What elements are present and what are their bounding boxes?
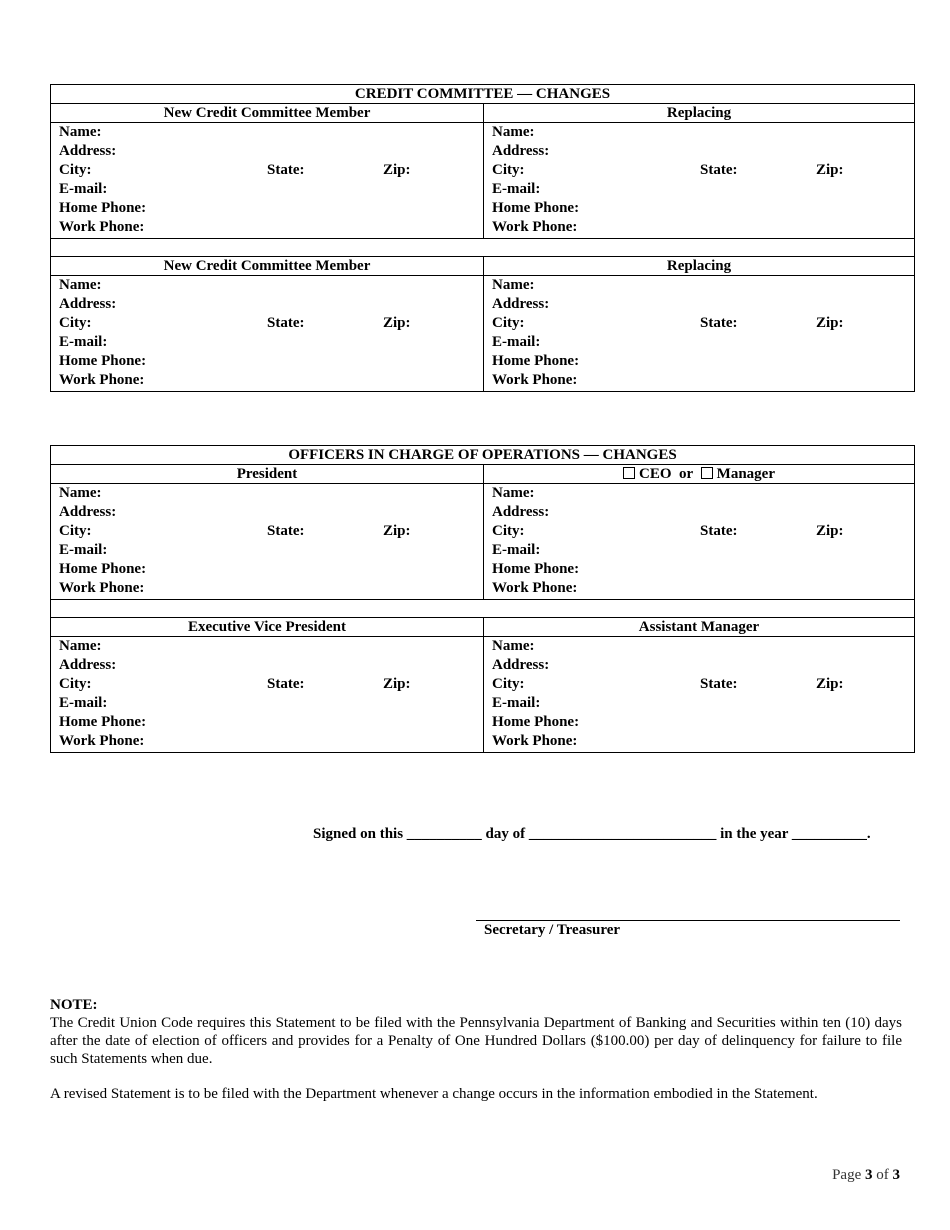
field-row[interactable]: [59, 314, 483, 333]
field-state-label: State:: [267, 676, 305, 692]
field-row[interactable]: [59, 637, 483, 656]
field-email-label: E-mail:: [492, 181, 541, 197]
field-zip-label: Zip:: [816, 523, 844, 539]
replacing-header: Replacing: [484, 257, 915, 276]
ceo-manager-fields[interactable]: [484, 484, 915, 600]
field-row[interactable]: [492, 484, 914, 503]
president-fields[interactable]: [51, 484, 484, 600]
field-row[interactable]: [59, 123, 483, 142]
field-state-label: State:: [700, 315, 738, 331]
field-row[interactable]: [59, 484, 483, 503]
replacing-fields[interactable]: [484, 276, 915, 392]
or-label: or: [679, 466, 694, 482]
field-work-phone-label: Work Phone:: [59, 733, 145, 749]
note-label: NOTE:: [50, 997, 98, 1013]
field-row[interactable]: [492, 218, 914, 237]
field-home-phone-label: Home Phone:: [59, 714, 147, 730]
field-row[interactable]: [492, 579, 914, 598]
field-zip-label: Zip:: [383, 523, 411, 539]
field-row[interactable]: [59, 333, 483, 352]
field-row[interactable]: [492, 161, 914, 180]
manager-label: Manager: [716, 466, 775, 482]
field-home-phone-label: Home Phone:: [59, 561, 147, 577]
field-state-label: State:: [267, 523, 305, 539]
field-home-phone-label: Home Phone:: [59, 353, 147, 369]
field-address-label: Address:: [492, 296, 550, 312]
field-row[interactable]: [492, 560, 914, 579]
field-row[interactable]: [59, 656, 483, 675]
new-member-fields[interactable]: [51, 123, 484, 239]
field-home-phone-label: Home Phone:: [492, 561, 580, 577]
field-address-label: Address:: [59, 143, 117, 159]
field-address-label: Address:: [492, 504, 550, 520]
field-address-label: Address:: [59, 296, 117, 312]
field-work-phone-label: Work Phone:: [492, 580, 578, 596]
field-email-label: E-mail:: [59, 542, 108, 558]
field-row[interactable]: [59, 199, 483, 218]
field-state-label: State:: [700, 523, 738, 539]
field-name-label: Name:: [492, 124, 535, 140]
field-email-label: E-mail:: [59, 695, 108, 711]
section-spacer: [51, 600, 915, 618]
field-row[interactable]: [492, 637, 914, 656]
field-row[interactable]: [59, 142, 483, 161]
field-name-label: Name:: [492, 277, 535, 293]
field-city-label: City:: [492, 315, 525, 331]
field-city-label: City:: [492, 523, 525, 539]
field-city-label: City:: [59, 523, 92, 539]
note-section: [50, 996, 902, 1103]
officers-title: OFFICERS IN CHARGE OF OPERATIONS — CHANGES: [51, 446, 915, 465]
field-address-label: Address:: [492, 143, 550, 159]
signature-line[interactable]: [476, 920, 900, 921]
evp-header: Executive Vice President: [51, 618, 484, 637]
ceo-checkbox[interactable]: [623, 467, 635, 479]
field-work-phone-label: Work Phone:: [492, 219, 578, 235]
field-row[interactable]: [59, 522, 483, 541]
secretary-treasurer-label: Secretary / Treasurer: [484, 922, 621, 938]
field-work-phone-label: Work Phone:: [59, 372, 145, 388]
field-name-label: Name:: [59, 638, 102, 654]
president-header: President: [51, 465, 484, 484]
field-name-label: Name:: [59, 485, 102, 501]
field-row[interactable]: [59, 295, 483, 314]
field-row[interactable]: [492, 142, 914, 161]
field-city-label: City:: [492, 162, 525, 178]
field-name-label: Name:: [492, 485, 535, 501]
field-work-phone-label: Work Phone:: [59, 580, 145, 596]
field-row[interactable]: [59, 694, 483, 713]
field-row[interactable]: [59, 180, 483, 199]
field-row[interactable]: [492, 694, 914, 713]
field-email-label: E-mail:: [492, 334, 541, 350]
field-row[interactable]: [59, 579, 483, 598]
field-city-label: City:: [59, 676, 92, 692]
field-address-label: Address:: [59, 657, 117, 673]
evp-fields[interactable]: [51, 637, 484, 753]
field-row[interactable]: [492, 352, 914, 371]
new-member-header: New Credit Committee Member: [51, 257, 484, 276]
field-row[interactable]: [492, 314, 914, 333]
field-name-label: Name:: [59, 277, 102, 293]
field-row[interactable]: [492, 333, 914, 352]
field-row[interactable]: [492, 180, 914, 199]
field-row[interactable]: [492, 276, 914, 295]
assistant-manager-fields[interactable]: [484, 637, 915, 753]
field-row[interactable]: [59, 675, 483, 694]
credit-committee-title: CREDIT COMMITTEE — CHANGES: [51, 85, 915, 104]
field-row[interactable]: [59, 732, 483, 751]
field-row[interactable]: [59, 218, 483, 237]
field-row[interactable]: [59, 541, 483, 560]
field-address-label: Address:: [492, 657, 550, 673]
field-zip-label: Zip:: [816, 676, 844, 692]
section-spacer: [51, 239, 915, 257]
page-prefix: Page: [832, 1167, 862, 1183]
field-state-label: State:: [700, 676, 738, 692]
field-city-label: City:: [492, 676, 525, 692]
note-text: The Credit Union Code requires this Statement to be filed with the Pennsylvania Department of Banking and Securities within ten (10) days after the date of election of officers and provides for a Penalty of One Hundred Dollars ($100.00) per day of delinquency for failure to file such Statements when due.: [50, 1015, 902, 1067]
field-city-label: City:: [59, 162, 92, 178]
field-zip-label: Zip:: [816, 162, 844, 178]
replacing-fields[interactable]: [484, 123, 915, 239]
page-total: 3: [892, 1167, 900, 1183]
field-row[interactable]: [492, 713, 914, 732]
field-row[interactable]: [59, 371, 483, 390]
credit-committee-table: [50, 84, 915, 392]
page-current: 3: [865, 1167, 873, 1183]
field-row[interactable]: [59, 352, 483, 371]
revised-statement-text: A revised Statement is to be filed with the Department whenever a change occurs in the information embodied in the Statement.: [50, 1086, 818, 1102]
field-home-phone-label: Home Phone:: [492, 714, 580, 730]
field-row[interactable]: [59, 713, 483, 732]
page-number: [832, 1167, 900, 1184]
field-name-label: Name:: [59, 124, 102, 140]
field-zip-label: Zip:: [383, 676, 411, 692]
field-email-label: E-mail:: [59, 181, 108, 197]
field-work-phone-label: Work Phone:: [59, 219, 145, 235]
manager-checkbox[interactable]: [701, 467, 713, 479]
field-row[interactable]: [492, 675, 914, 694]
field-row[interactable]: [492, 199, 914, 218]
field-row[interactable]: [59, 276, 483, 295]
field-row[interactable]: [492, 656, 914, 675]
field-row[interactable]: [59, 560, 483, 579]
field-state-label: State:: [267, 162, 305, 178]
field-email-label: E-mail:: [492, 695, 541, 711]
page-of: of: [876, 1167, 889, 1183]
signed-on-line[interactable]: Signed on this __________ day of _________________________ in the year __________.: [313, 826, 871, 842]
new-member-header: New Credit Committee Member: [51, 104, 484, 123]
field-email-label: E-mail:: [59, 334, 108, 350]
replacing-header: Replacing: [484, 104, 915, 123]
field-home-phone-label: Home Phone:: [492, 353, 580, 369]
field-home-phone-label: Home Phone:: [492, 200, 580, 216]
field-row[interactable]: [492, 371, 914, 390]
field-row[interactable]: [492, 295, 914, 314]
field-row[interactable]: [59, 503, 483, 522]
field-home-phone-label: Home Phone:: [59, 200, 147, 216]
field-row[interactable]: [492, 541, 914, 560]
field-city-label: City:: [59, 315, 92, 331]
field-email-label: E-mail:: [492, 542, 541, 558]
field-name-label: Name:: [492, 638, 535, 654]
field-row[interactable]: [492, 522, 914, 541]
field-work-phone-label: Work Phone:: [492, 372, 578, 388]
ceo-manager-header: [484, 465, 915, 484]
field-zip-label: Zip:: [383, 162, 411, 178]
officers-table: [50, 445, 915, 753]
field-work-phone-label: Work Phone:: [492, 733, 578, 749]
field-state-label: State:: [267, 315, 305, 331]
assistant-manager-header: Assistant Manager: [484, 618, 915, 637]
field-row[interactable]: [492, 503, 914, 522]
new-member-fields[interactable]: [51, 276, 484, 392]
field-row[interactable]: [492, 732, 914, 751]
field-zip-label: Zip:: [816, 315, 844, 331]
field-address-label: Address:: [59, 504, 117, 520]
field-row[interactable]: [492, 123, 914, 142]
field-state-label: State:: [700, 162, 738, 178]
ceo-label: CEO: [638, 466, 672, 482]
field-zip-label: Zip:: [383, 315, 411, 331]
field-row[interactable]: [59, 161, 483, 180]
